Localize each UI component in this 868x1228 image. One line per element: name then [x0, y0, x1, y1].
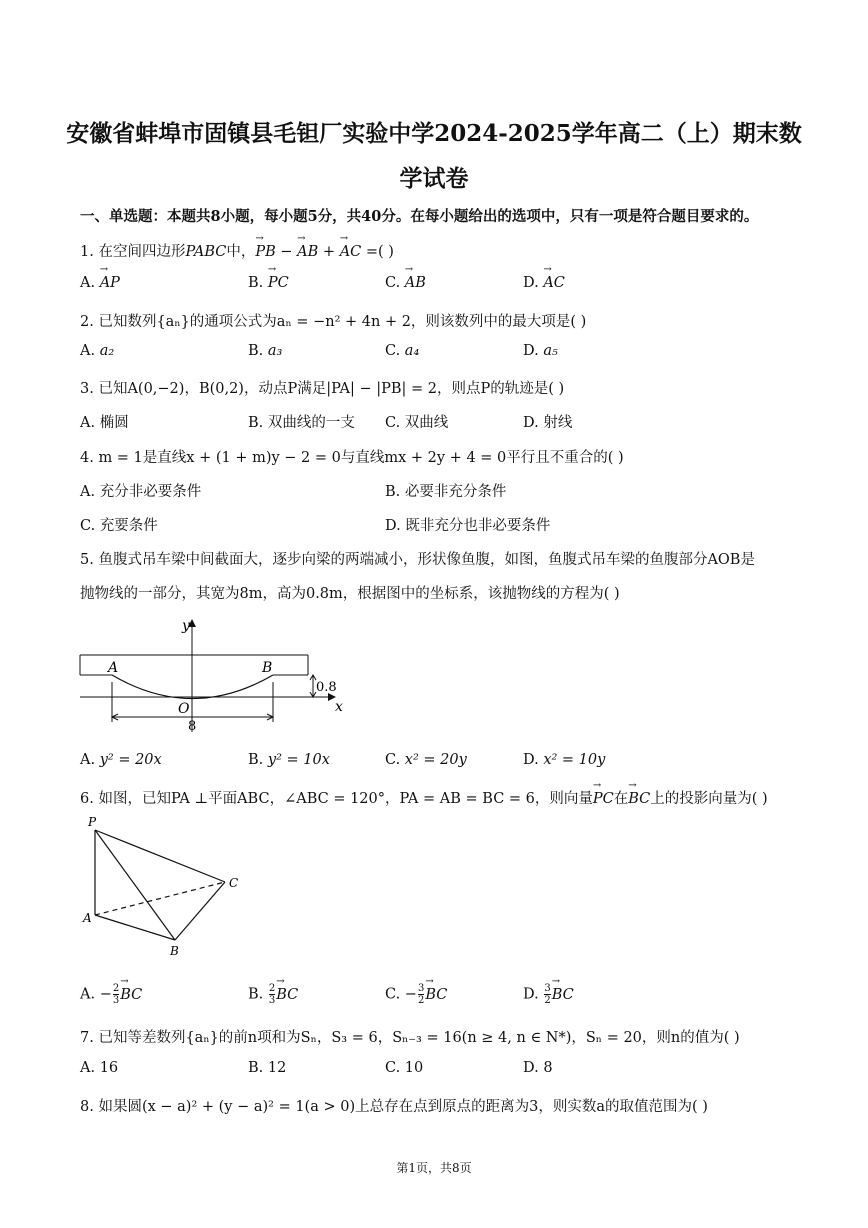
label-x: x	[335, 699, 343, 715]
label-b: B	[170, 944, 179, 958]
q1-option-c[interactable]: C. → AB	[385, 275, 426, 291]
tetrahedron-figure	[80, 812, 250, 962]
vector-bc: → BC	[628, 791, 650, 807]
vector-ac: → AC	[340, 244, 362, 260]
question-3: 3. 已知A(0,−2)，B(0,2)，动点P满足|PA| − |PB| = 2，则点P的轨迹是( )	[80, 381, 565, 397]
page-footer: 第1页，共8页	[396, 1161, 472, 1175]
vector-pb: → PB	[255, 244, 275, 260]
question-7: 7. 已知等差数列{aₙ}的前n项和为Sₙ，S₃ = 6，Sₙ₋₃ = 16(n ≥ 4, n ∈ N*)，Sₙ = 20，则n的值为( )	[80, 1030, 740, 1046]
q4-option-c[interactable]: C. 充要条件	[80, 518, 158, 534]
q6-option-d[interactable]: D. $\frac{3}{2}$ → BC	[523, 983, 574, 1006]
question-2: 2. 已知数列{aₙ}的通项公式为aₙ = −n² + 4n + 2，则该数列中的最大项是( )	[80, 314, 587, 330]
label-c: C	[229, 876, 239, 890]
q3-option-b[interactable]: B. 双曲线的一支	[248, 415, 355, 431]
label-p: P	[88, 815, 97, 829]
q5-option-c[interactable]: C. x² = 20y	[385, 752, 467, 768]
q1-option-a[interactable]: A. → AP	[80, 275, 120, 291]
label-a: A	[83, 911, 92, 925]
q7-option-c[interactable]: C. 10	[385, 1060, 424, 1076]
q7-option-b[interactable]: B. 12	[248, 1060, 287, 1076]
q6-option-b[interactable]: B. $\frac{2}{3}$ → BC	[248, 983, 298, 1006]
label-a: A	[108, 660, 119, 676]
page-title: 安徽省蚌埠市固镇县毛钽厂实验中学2024-2025学年高二（上）期末数	[66, 120, 802, 147]
vector-pc: → PC	[593, 791, 614, 807]
q7-option-a[interactable]: A. 16	[80, 1060, 119, 1076]
q7-option-d[interactable]: D. 8	[523, 1060, 553, 1076]
q1-option-b[interactable]: B. → PC	[248, 275, 289, 291]
label-y: y	[182, 618, 190, 634]
q6-option-c[interactable]: C. − $\frac{3}{2}$ → BC	[385, 983, 447, 1006]
label-height: 0.8	[316, 680, 337, 695]
question-8: 8. 如果圆(x − a)² + (y − a)² = 1(a > 0)上总存在点到原点的距离为3，则实数a的取值范围为( )	[80, 1099, 708, 1115]
q4-option-a[interactable]: A. 充分非必要条件	[80, 484, 202, 500]
label-b: B	[262, 660, 273, 676]
q5-option-d[interactable]: D. x² = 10y	[523, 752, 606, 768]
q3-option-c[interactable]: C. 双曲线	[385, 415, 449, 431]
q3-option-a[interactable]: A. 椭圆	[80, 415, 129, 431]
q1-option-d[interactable]: D. → AC	[523, 275, 565, 291]
q2-option-c[interactable]: C. a₄	[385, 343, 420, 359]
question-4: 4. m = 1是直线x + (1 + m)y − 2 = 0与直线mx + 2y + 4 = 0平行且不重合的( )	[80, 450, 624, 466]
q4-option-d[interactable]: D. 既非充分也非必要条件	[385, 518, 551, 534]
q3-option-d[interactable]: D. 射线	[523, 415, 573, 431]
question-5-line2: 抛物线的一部分，其宽为8m，高为0.8m，根据图中的坐标系，该抛物线的方程为( )	[80, 586, 620, 602]
q2-option-b[interactable]: B. a₃	[248, 343, 283, 359]
question-6: 6. 如图，已知PA ⊥平面ABC，∠ABC = 120°，PA = AB = BC = 6，则向量→ PC在→ BC上的投影向量为( )	[80, 787, 768, 808]
label-width: 8	[188, 719, 197, 734]
q5-option-a[interactable]: A. y² = 20x	[80, 752, 162, 768]
q2-option-d[interactable]: D. a₅	[523, 343, 558, 359]
question-1: 1. 在空间四边形PABC中，→ PB − → AB + → AC =( )	[80, 240, 394, 261]
fish-belly-beam-figure	[70, 612, 360, 737]
page-title-line2: 学试卷	[399, 165, 469, 192]
question-5-line1: 5. 鱼腹式吊车梁中间截面大，逐步向梁的两端减小，形状像鱼腹，如图，鱼腹式吊车梁的鱼腹部分AOB是	[80, 552, 755, 568]
q6-option-a[interactable]: A. − $\frac{2}{3}$ → BC	[80, 983, 142, 1006]
section-heading: 一、单选题：本题共8小题，每小题5分，共40分。在每小题给出的选项中，只有一项是符合题目要求的。	[80, 208, 759, 225]
q4-option-b[interactable]: B. 必要非充分条件	[385, 484, 507, 500]
q2-option-a[interactable]: A. a₂	[80, 343, 115, 359]
q5-option-b[interactable]: B. y² = 10x	[248, 752, 330, 768]
vector-ab: → AB	[297, 244, 318, 260]
label-o: O	[178, 701, 190, 717]
